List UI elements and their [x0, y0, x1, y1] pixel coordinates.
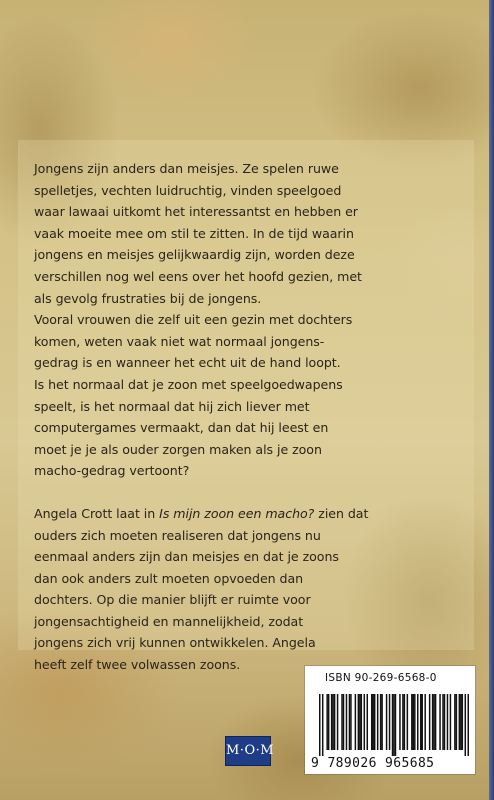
- ean-number: 9 789026 965685: [311, 756, 435, 771]
- blurb-line: Vooral vrouwen die zelf uit een gezin met dochters: [34, 312, 353, 328]
- blurb-line: ouders zich moeten realiseren dat jongens nu: [34, 527, 321, 543]
- blurb-lead: Angela Crott laat in: [34, 505, 160, 521]
- isbn-barcode-label: [305, 666, 475, 774]
- blurb-line: gedrag is en wanneer het echt uit de hand loopt.: [34, 355, 341, 371]
- blurb-line: jongens zich vrij kunnen ontwikkelen. Angela: [34, 635, 316, 651]
- isbn-number: ISBN 90-269-6568-0: [325, 672, 437, 684]
- blurb-line: Is het normaal dat je zoon met speelgoedwapens: [34, 376, 343, 392]
- book-spine-edge: [489, 0, 494, 800]
- blurb-line: komen, weten vaak niet wat normaal jongens-: [34, 333, 325, 349]
- blurb-text: [34, 158, 458, 676]
- blurb-line: spelletjes, vechten luidruchtig, vinden speelgoed: [34, 182, 342, 198]
- paragraph-gap: [34, 482, 458, 503]
- blurb-line: eenmaal anders zijn dan meisjes en dat je zoons: [34, 549, 339, 565]
- blurb-line-with-title: [34, 503, 458, 525]
- blurb-line: heeft zelf twee volwassen zoons.: [34, 657, 241, 673]
- blurb-line: speelt, is het normaal dat hij zich liever met: [34, 398, 310, 414]
- blurb-line: macho-gedrag vertoont?: [34, 463, 190, 479]
- blurb-line: als gevolg frustraties bij de jongens.: [34, 290, 262, 306]
- blurb-line: Jongens zijn anders dan meisjes. Ze spelen ruwe: [34, 161, 339, 176]
- blurb-line-rest: zien dat: [314, 505, 369, 521]
- publisher-logo: M·O·M: [225, 736, 271, 766]
- blurb-line: waar lawaai uitkomt het interessantst en hebben er: [34, 204, 358, 220]
- blurb-line: dan ook anders zult moeten opvoeden dan: [34, 570, 304, 586]
- blurb-line: moet je je als ouder zorgen maken als je zoon: [34, 441, 322, 457]
- blurb-line: jongens en meisjes gelijkwaardig zijn, worden deze: [34, 247, 355, 263]
- blurb-line: verschillen nog wel eens over het hoofd gezien, met: [34, 268, 362, 284]
- barcode-graphic: [319, 694, 469, 756]
- book-title: Is mijn zoon een macho?: [159, 505, 315, 521]
- blurb-line: computergames vermaakt, dan dat hij leest en: [34, 420, 329, 436]
- blurb-line: dochters. Op die manier blijft er ruimte voor: [34, 592, 311, 608]
- blurb-line: jongensachtigheid en mannelijkheid, zodat: [34, 613, 304, 629]
- blurb-line: vaak moeite mee om stil te zitten. In de tijd waarin: [34, 225, 354, 241]
